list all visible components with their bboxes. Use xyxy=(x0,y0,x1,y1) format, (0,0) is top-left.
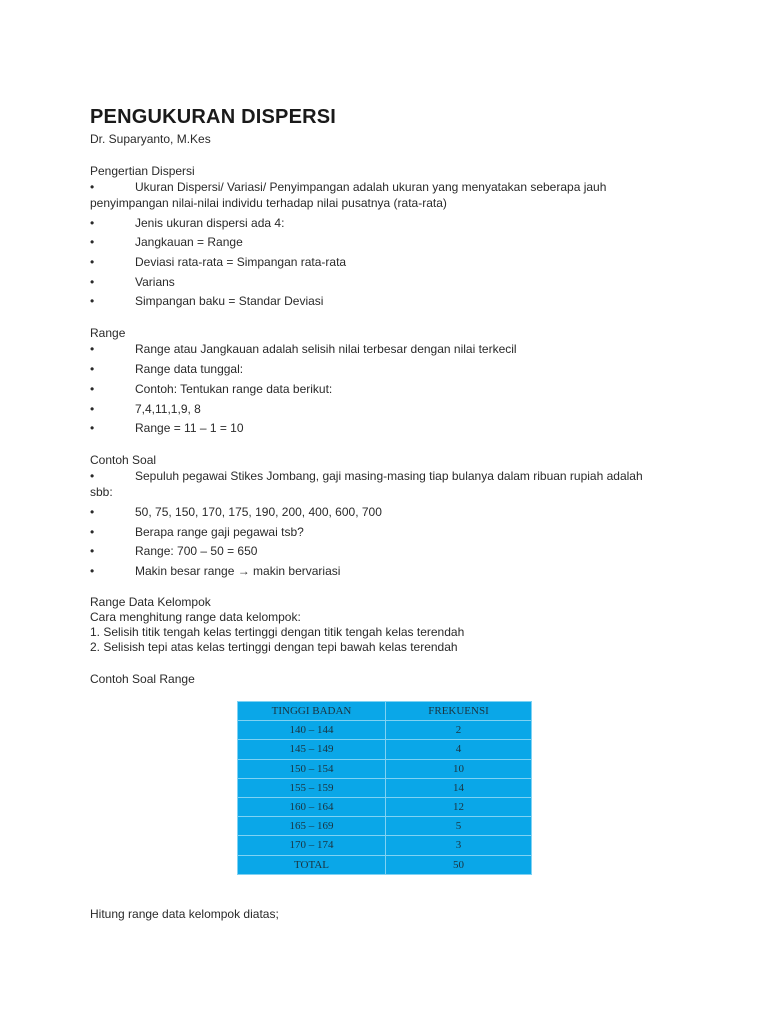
numbered-item: 1. Selisih titik tengah kelas tertinggi dengan titik tengah kelas terendah xyxy=(90,624,465,639)
list-item xyxy=(90,361,690,377)
list-item xyxy=(90,543,690,559)
list-item xyxy=(90,420,690,436)
list-item xyxy=(90,468,690,500)
table-cell: 145 – 149 xyxy=(238,740,386,759)
table-row xyxy=(238,740,532,759)
bullet-icon: • xyxy=(90,294,95,309)
list-item-text: Jangkauan = Range xyxy=(135,235,243,250)
bullet-icon: • xyxy=(90,215,95,230)
bullet-icon: • xyxy=(90,180,95,194)
table-header-cell: FREKUENSI xyxy=(386,702,532,721)
bullet-icon: • xyxy=(90,255,95,270)
list-item xyxy=(90,381,690,397)
table-cell: 12 xyxy=(386,797,532,816)
list-item-text: Ukuran Dispersi/ Variasi/ Penyimpangan adalah ukuran yang menyatakan seberapa jauh xyxy=(135,180,607,194)
list-item-text: Range = 11 – 1 = 10 xyxy=(135,421,244,436)
section-heading: Contoh Soal xyxy=(90,453,157,468)
bullet-icon: • xyxy=(90,544,95,559)
section-range xyxy=(90,325,690,436)
bullet-icon: • xyxy=(90,524,95,539)
list-item xyxy=(90,293,690,309)
list-item xyxy=(90,504,690,520)
list-item-text: Deviasi rata-rata = Simpangan rata-rata xyxy=(135,255,347,270)
bullet-icon: • xyxy=(90,274,95,289)
table-cell: 10 xyxy=(386,759,532,778)
table-header-cell: TINGGI BADAN xyxy=(238,702,386,721)
document-body xyxy=(90,104,690,687)
closing-question: Hitung range data kelompok diatas; xyxy=(90,907,279,921)
list-item xyxy=(90,563,690,579)
bullet-icon: • xyxy=(90,342,95,357)
list-item-text: Varians xyxy=(135,274,175,289)
table-row xyxy=(238,778,532,797)
section-heading: Range Data Kelompok xyxy=(90,594,211,609)
bullet-icon: • xyxy=(90,401,95,416)
bullet-icon: • xyxy=(90,362,95,377)
list-item xyxy=(90,341,690,357)
list-item-text: Jenis ukuran dispersi ada 4: xyxy=(135,215,285,230)
list-item xyxy=(90,179,690,211)
table-cell: 3 xyxy=(386,836,532,855)
table-cell: 2 xyxy=(386,721,532,740)
section-heading: Contoh Soal Range xyxy=(90,671,195,686)
author-line: Dr. Suparyanto, M.Kes xyxy=(90,132,211,146)
table-row xyxy=(238,759,532,778)
table-cell: 150 – 154 xyxy=(238,759,386,778)
table-cell: TOTAL xyxy=(238,855,386,874)
section-contoh-soal xyxy=(90,452,690,579)
table-cell: 5 xyxy=(386,817,532,836)
list-item-text: Sepuluh pegawai Stikes Jombang, gaji masing-masing tiap bulanya dalam ribuan rupiah adalah xyxy=(135,469,643,484)
list-item-text: Contoh: Tentukan range data berikut: xyxy=(135,381,333,396)
list-item-text: 7,4,11,1,9, 8 xyxy=(135,401,201,416)
table-cell: 155 – 159 xyxy=(238,778,386,797)
list-item xyxy=(90,401,690,417)
table-row xyxy=(238,721,532,740)
table-row xyxy=(238,797,532,816)
table-cell: 50 xyxy=(386,855,532,874)
list-item-text: 50, 75, 150, 170, 175, 190, 200, 400, 600, 700 xyxy=(135,504,382,519)
table-cell: 170 – 174 xyxy=(238,836,386,855)
table-cell: 4 xyxy=(386,740,532,759)
table-row xyxy=(238,836,532,855)
list-item-text: Makin besar range → makin bervariasi xyxy=(135,563,341,578)
paragraph-line: Cara menghitung range data kelompok: xyxy=(90,609,301,624)
list-item xyxy=(90,215,690,231)
section-contoh-soal-range xyxy=(90,671,690,687)
bullet-icon: • xyxy=(90,469,95,484)
section-heading: Pengertian Dispersi xyxy=(90,164,195,178)
table-cell: 165 – 169 xyxy=(238,817,386,836)
list-item-text: Range data tunggal: xyxy=(135,362,244,377)
list-item xyxy=(90,254,690,270)
bullet-icon: • xyxy=(90,563,95,578)
list-item-text-continued: penyimpangan nilai-nilai individu terhadap nilai pusatnya (rata-rata) xyxy=(90,196,447,210)
table-cell: 160 – 164 xyxy=(238,797,386,816)
table-cell: 14 xyxy=(386,778,532,797)
table-row xyxy=(238,817,532,836)
list-item-text: Berapa range gaji pegawai tsb? xyxy=(135,524,304,539)
list-item xyxy=(90,234,690,250)
section-pengertian xyxy=(90,163,690,309)
table-header-row xyxy=(238,702,532,721)
list-item-text-continued: sbb: xyxy=(90,485,113,500)
list-item-text: Range atau Jangkauan adalah selisih nilai terbesar dengan nilai terkecil xyxy=(135,342,517,357)
document-title: PENGUKURAN DISPERSI xyxy=(90,106,337,128)
list-item-text: Simpangan baku = Standar Deviasi xyxy=(135,294,324,309)
list-item xyxy=(90,524,690,540)
bullet-icon: • xyxy=(90,235,95,250)
bullet-icon: • xyxy=(90,381,95,396)
numbered-item: 2. Selisish tepi atas kelas tertinggi dengan tepi bawah kelas terendah xyxy=(90,639,458,654)
frequency-table xyxy=(237,701,532,875)
table-cell: 140 – 144 xyxy=(238,721,386,740)
bullet-icon: • xyxy=(90,421,95,436)
section-range-data-kelompok xyxy=(90,595,690,655)
section-heading: Range xyxy=(90,326,126,341)
bullet-icon: • xyxy=(90,504,95,519)
table-total-row xyxy=(238,855,532,874)
list-item xyxy=(90,274,690,290)
list-item-text: Range: 700 – 50 = 650 xyxy=(135,544,258,559)
